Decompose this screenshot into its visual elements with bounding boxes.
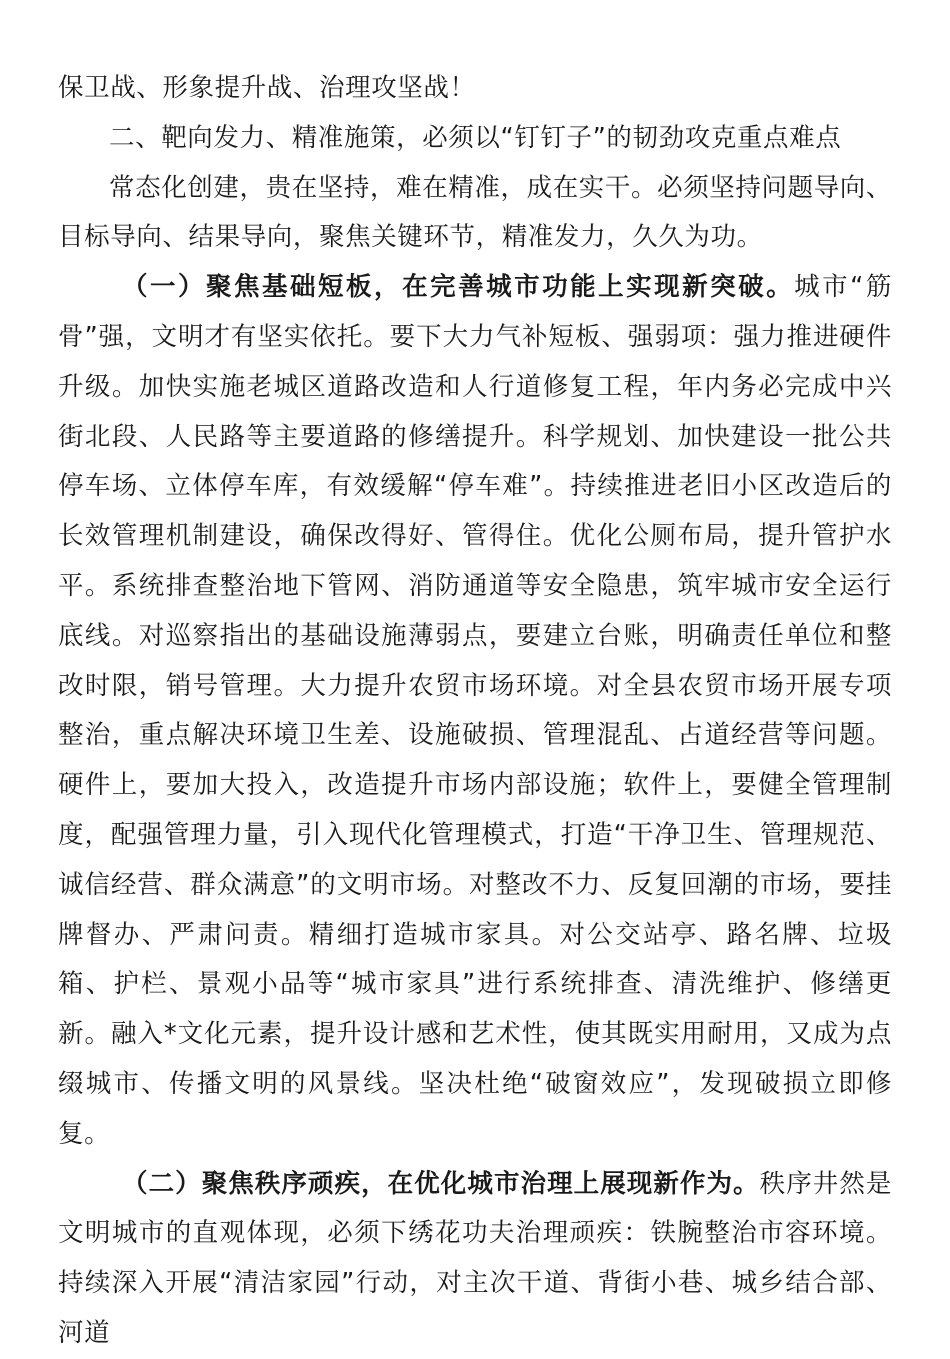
paragraph-intro: 常态化创建，贵在坚持，难在精准，成在实干。必须坚持问题导向、目标导向、结果导向，聚焦关键环节，精准发力，久久为功。 — [58, 172, 893, 253]
subheading-one: （一）聚焦基础短板，在完善城市功能上实现新突破。 — [122, 272, 795, 303]
paragraph-order-body: 秩序井然是文明城市的直观体现，必须下绣花功夫治理顽疾：铁腕整治市容环境。持续深入开展“清洁家园”行动，对主次干道、背街小巷、城乡结合部、河道 — [58, 1168, 892, 1348]
subheading-two: （二）聚焦秩序顽疾，在优化城市治理上展现新作为。 — [122, 1168, 760, 1199]
paragraph-infrastructure-body: 城市“筋骨”强，文明才有坚实依托。要下大力气补短板、强弱项：强力推进硬件升级。加快实施老城区道路改造和人行道修复工程，年内务必完成中兴街北段、人民路等主要道路的修缮提升。科学规划、加快建设一批公共停车场、立体停车库，有效缓解“停车难”。持续推进老旧小区改造后的长效管理机制建设，确保改得好、管得住。优化公厕布局，提升管护水平。系统排查整治地下管网、消防通道等安全隐患，筑牢城市安全运行底线。对巡察指出的基础设施薄弱点，要建立台账，明确责任单位和整改时限，销号管理。大力提升农贸市场环境。对全县农贸市场开展专项整治，重点解决环境卫生差、设施破损、管理混乱、占道经营等问题。硬件上，要加大投入，改造提升市场内部设施；软件上，要健全管理制度，配强管理力量，引入现代化管理模式，打造“干净卫生、管理规范、诚信经营、群众满意”的文明市场。对整改不力、反复回潮的市场，要挂牌督办、严肃问责。精细打造城市家具。对公交站亭、路名牌、垃圾箱、护栏、景观小品等“城市家具”进行系统排查、清洗维护、修缮更新。融入*文化元素，提升设计感和艺术性，使其既实用耐用，又成为点缀城市、传播文明的风景线。坚决杜绝“破窗效应”，发现破损立即修复。 — [58, 272, 892, 1149]
document-page — [58, 64, 892, 1359]
paragraph-infrastructure — [58, 263, 892, 1159]
paragraph-order — [58, 1160, 892, 1359]
paragraph-continuation: 保卫战、形象提升战、治理攻坚战！ — [58, 73, 476, 103]
section-heading-two: 二、靶向发力、精准施策，必须以“钉钉子”的韧劲攻克重点难点 — [109, 122, 842, 153]
